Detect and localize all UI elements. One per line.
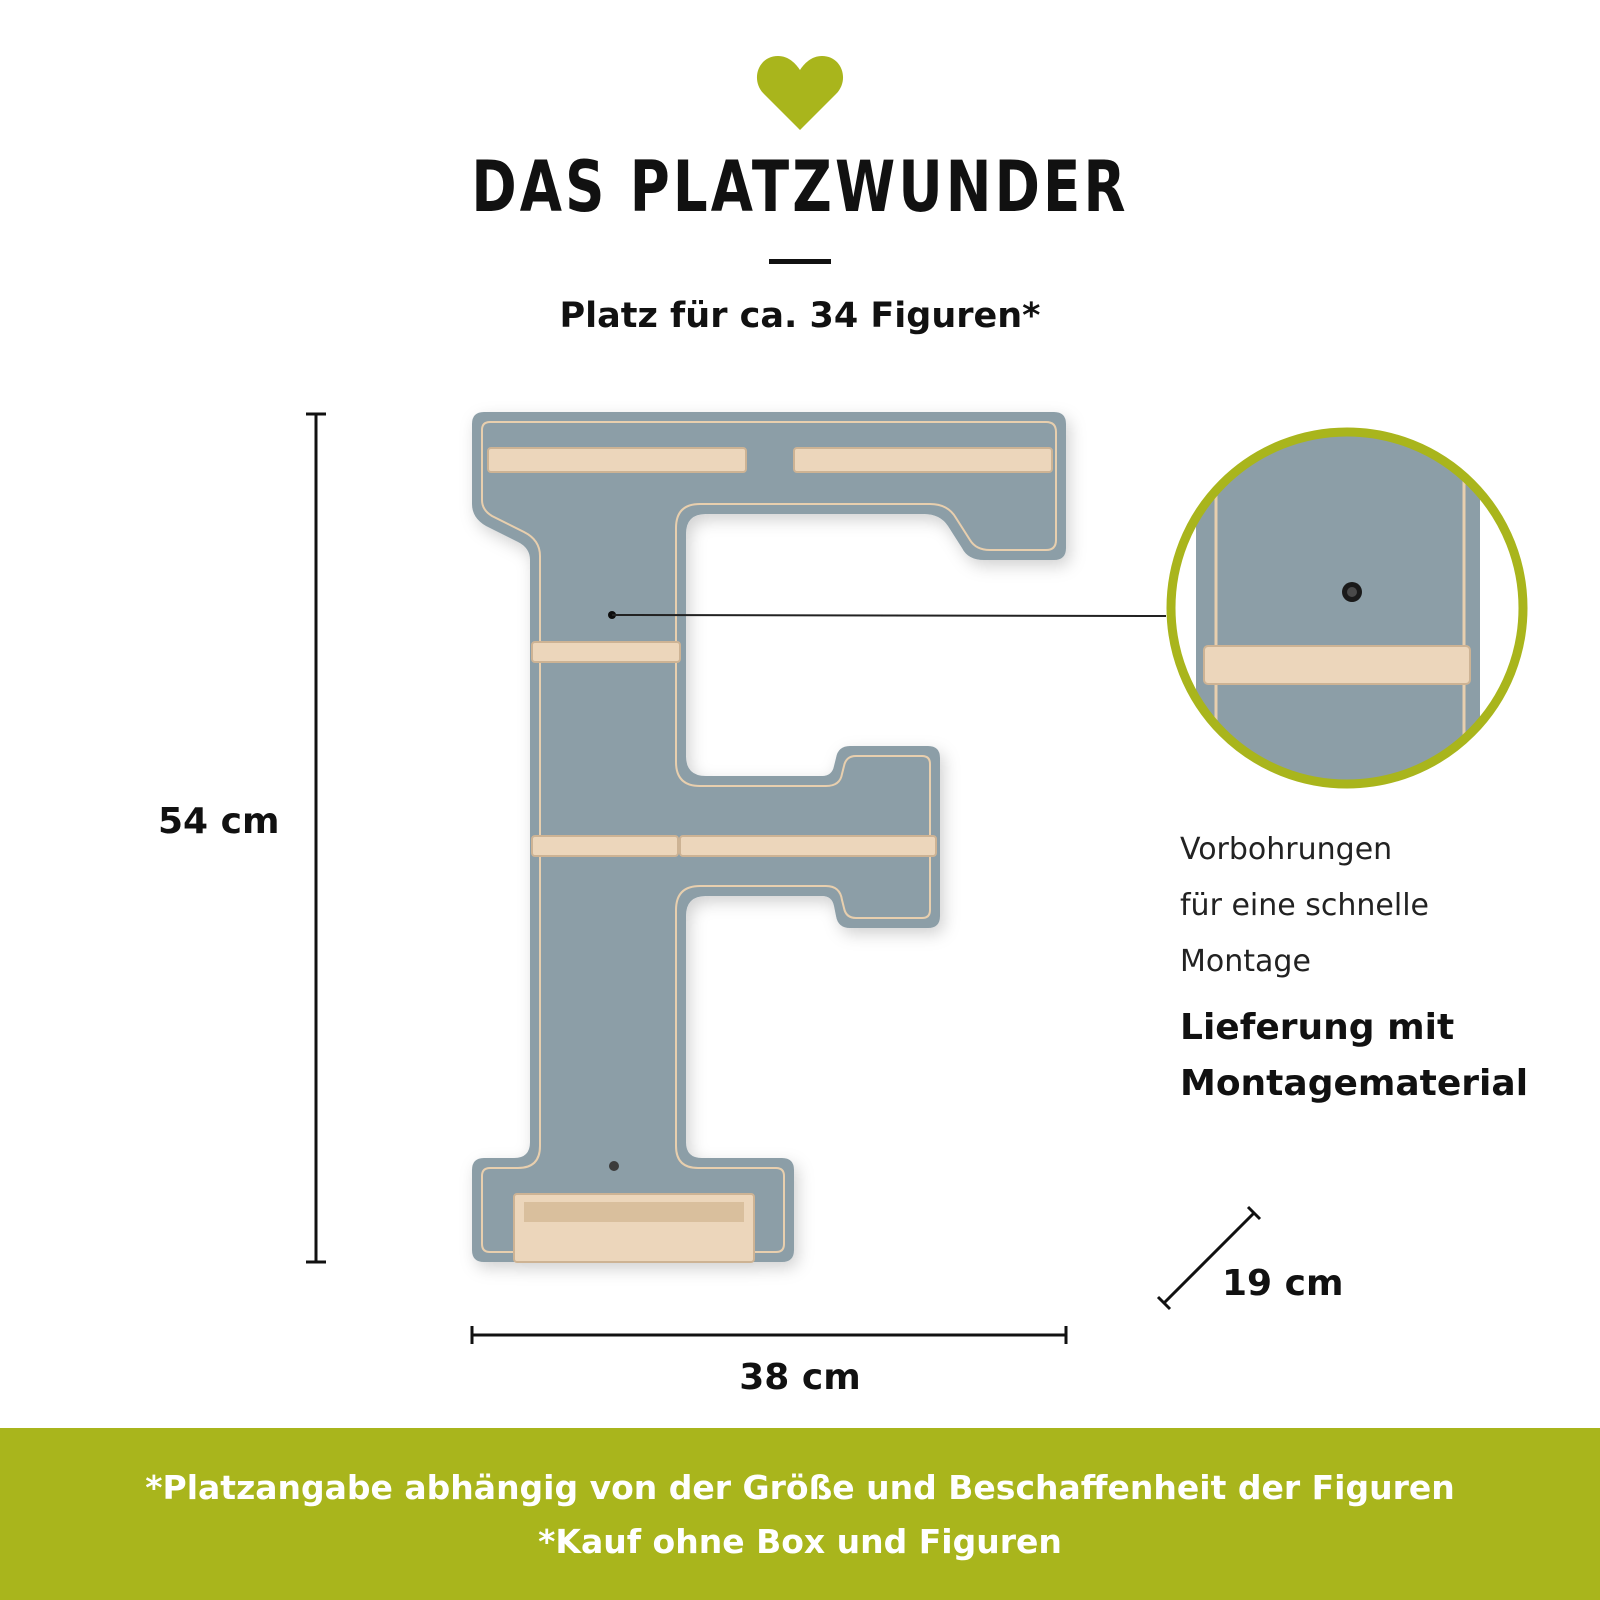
page-title: DAS PLATZWUNDER — [471, 146, 1129, 228]
predrill-note-line: Vorbohrungen — [1180, 832, 1393, 867]
width-label: 38 cm — [739, 1357, 861, 1398]
shelf-board-top-right — [794, 448, 1052, 472]
zoom-detail-circle — [1160, 420, 1540, 800]
shelf-board-top-left — [488, 448, 746, 472]
drill-hole — [609, 1161, 619, 1171]
depth-label: 19 cm — [1222, 1263, 1344, 1304]
letter-f-shelf — [472, 412, 1066, 1262]
width-dimension-line — [472, 1326, 1066, 1344]
delivery-note-line: Lieferung mit — [1180, 1007, 1455, 1048]
delivery-note-line: Montagematerial — [1180, 1063, 1529, 1104]
callout-leader-line — [612, 615, 1166, 616]
delivery-note — [1180, 1000, 1600, 1112]
shelf-board-lower-left — [532, 836, 678, 856]
page-subtitle: Platz für ca. 34 Figuren* — [559, 296, 1041, 336]
predrill-note-line: Montage — [1180, 944, 1311, 979]
shelf-board-lower-right — [680, 836, 936, 856]
footer-banner — [0, 1428, 1600, 1600]
footer-disclaimer: *Kauf ohne Box und Figuren — [538, 1522, 1062, 1561]
height-label: 54 cm — [158, 801, 280, 842]
shelf-board-middle — [532, 642, 680, 662]
footer-disclaimer: *Platzangabe abhängig von der Größe und Beschaffenheit der Figuren — [145, 1468, 1455, 1507]
shelf-tray-inner — [524, 1202, 744, 1222]
height-dimension-line — [306, 414, 326, 1262]
predrill-note-line: für eine schnelle — [1180, 888, 1429, 923]
predrill-note — [1180, 822, 1560, 990]
